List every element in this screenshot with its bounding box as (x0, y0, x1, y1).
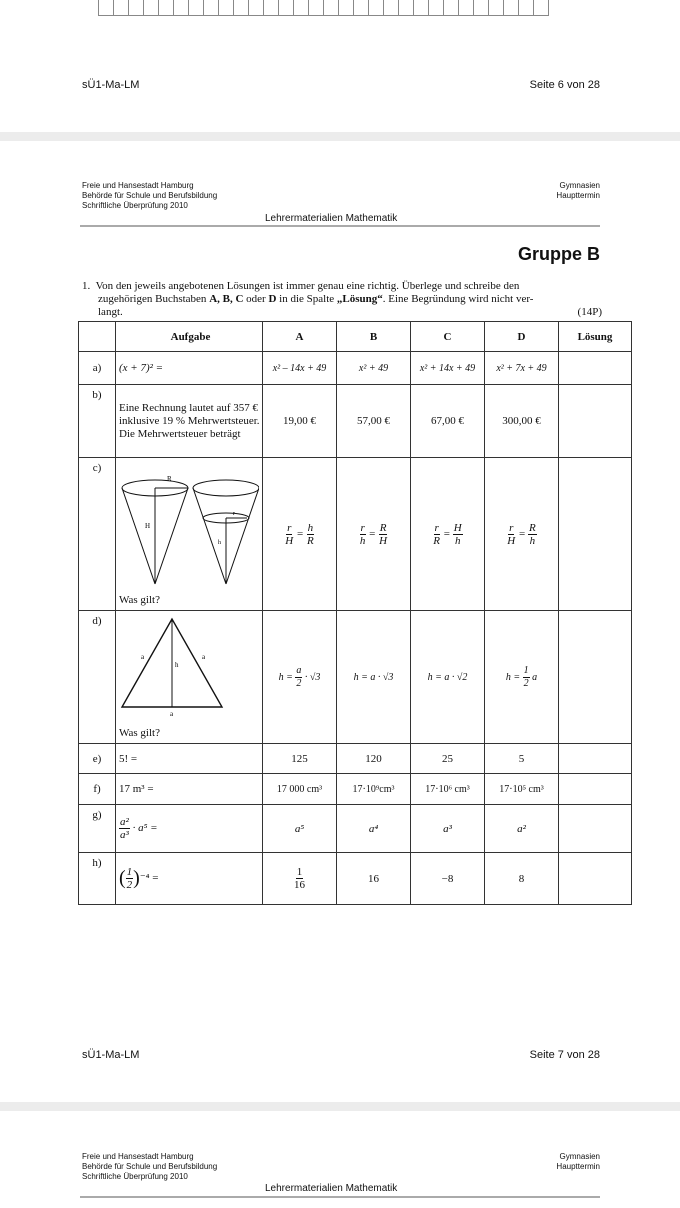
row-label: b) (79, 385, 116, 458)
option-a: a⁵ (263, 805, 337, 853)
option-b: $\frac{r}{h}$ = $\frac{R}{H}$ (337, 458, 411, 611)
row-label: e) (79, 744, 116, 774)
label-a-right: a (202, 653, 206, 661)
label-R: R (167, 475, 172, 483)
row-label: d) (79, 611, 116, 744)
page-separator (0, 1102, 680, 1111)
was-gilt-label: Was gilt? (119, 594, 160, 606)
label-a-left: a (141, 653, 145, 661)
option-c: x² + 14x + 49 (411, 352, 485, 385)
task-cell: 17 m³ = (116, 774, 263, 805)
table-row (79, 352, 632, 385)
table-row (79, 853, 632, 905)
label-h: h (175, 661, 179, 669)
row-label: c) (79, 458, 116, 611)
solution-cell[interactable] (559, 352, 632, 385)
frac: $\frac{h}{R}$ (306, 521, 314, 547)
option-b: h = a · √3 (337, 611, 411, 744)
option-a (263, 853, 337, 905)
was-gilt-label: Was gilt? (119, 727, 160, 739)
option-d: 5 (485, 744, 559, 774)
option-b: x² + 49 (337, 352, 411, 385)
task-number: 1. (82, 280, 91, 292)
table-row (79, 385, 632, 458)
row-label: h) (79, 853, 116, 905)
page-footer-right: Seite 7 von 28 (529, 1049, 600, 1061)
header-c: C (411, 322, 485, 352)
frac: $\frac{R}{h}$ (528, 521, 536, 547)
task-cell (116, 611, 263, 744)
row-label: g) (79, 805, 116, 853)
table-row (79, 744, 632, 774)
frac: $\frac{r}{H}$ (285, 521, 294, 547)
table-row (79, 611, 632, 744)
task-cell: (x + 7)² = (116, 352, 263, 385)
page-header-right: Gymnasien Haupttermin (556, 181, 600, 200)
frac: $\frac{\text{a²}}{\text{a³}}$ (120, 816, 129, 841)
frac: $\frac{r}{h}$ (359, 521, 366, 547)
label-a-bottom: a (170, 710, 174, 717)
option-d: a² (485, 805, 559, 853)
task-cell (116, 458, 263, 611)
option-b: 17·10⁹cm³ (337, 774, 411, 805)
frac: $\frac{1}{2}$ (126, 866, 133, 891)
table-header-row (79, 322, 632, 352)
option-a: 17 000 cm³ (263, 774, 337, 805)
solution-cell[interactable] (559, 853, 632, 905)
frac: $\frac{1}{16}$ (294, 866, 305, 891)
option-c: 67,00 € (411, 385, 485, 458)
option-d: 300,00 € (485, 385, 559, 458)
solution-cell[interactable] (559, 805, 632, 853)
task-line-3: langt. (14P) (98, 306, 602, 318)
header-empty (79, 322, 116, 352)
option-a: $\frac{r}{H}$ = $\frac{h}{R}$ (263, 458, 337, 611)
header-rule (80, 1196, 600, 1198)
page-footer-right: Seite 6 von 28 (529, 79, 600, 91)
page-header-center: Lehrermaterialien Mathematik (265, 1183, 398, 1194)
frac: $\frac{r}{H}$ (507, 521, 516, 547)
page-separator (0, 132, 680, 141)
option-b: a⁴ (337, 805, 411, 853)
header-aufgabe: Aufgabe (116, 322, 263, 352)
option-d: 8 (485, 853, 559, 905)
task-line-1: Von den jeweils angebotenen Lösungen ist immer genau eine richtig. Überlege und schreibe den (95, 280, 520, 292)
row-label: f) (79, 774, 116, 805)
answer-grid-cells (98, 0, 548, 17)
points-label: (14P) (577, 306, 602, 318)
triangle-figure (119, 617, 259, 717)
row-label: a) (79, 352, 116, 385)
group-title: Gruppe B (517, 244, 600, 264)
cones-figure (119, 466, 259, 594)
frac: $\frac{a}{2}$ (296, 664, 302, 689)
page-header-center: Lehrermaterialien Mathematik (265, 213, 398, 224)
page-footer-left: sÜ1-Ma-LM (82, 79, 140, 91)
task-line-2: zugehörigen Buchstaben A, B, C oder D in die Spalte „Lösung“. Eine Begründung wird nicht ver- (98, 293, 534, 305)
header-a: A (263, 322, 337, 352)
option-c: −8 (411, 853, 485, 905)
option-a: h = $\frac{a}{2}$ · √3 (263, 611, 337, 744)
option-d: $\frac{r}{H}$ = $\frac{R}{h}$ (485, 458, 559, 611)
task-cell: 5! = (116, 744, 263, 774)
option-a: 125 (263, 744, 337, 774)
page-header-left: Freie und Hansestadt Hamburg Behörde für Schule und Berufsbildung Schriftliche Überprüfung 2010 (82, 181, 218, 210)
option-d: 17·10⁵ cm³ (485, 774, 559, 805)
page-header-left: Freie und Hansestadt Hamburg Behörde für Schule und Berufsbildung Schriftliche Überprüfung 2010 (82, 1152, 218, 1181)
header-rule (80, 225, 600, 227)
option-b: 120 (337, 744, 411, 774)
frac: $\frac{R}{H}$ (379, 521, 388, 547)
option-d: h = $\frac{1}{2}$ a (485, 611, 559, 744)
option-b: 16 (337, 853, 411, 905)
table-row (79, 774, 632, 805)
solution-cell[interactable] (559, 611, 632, 744)
label-h: h (218, 540, 221, 546)
solution-cell[interactable] (559, 744, 632, 774)
answer-table (78, 321, 632, 905)
solution-cell[interactable] (559, 458, 632, 611)
task-cell: $\frac{\text{a²}}{\text{a³}}$ · a⁵ = (116, 805, 263, 853)
table-row (79, 805, 632, 853)
header-loesung: Lösung (559, 322, 632, 352)
frac: $\frac{r}{R}$ (433, 521, 441, 547)
header-d: D (485, 322, 559, 352)
label-r: r (233, 511, 235, 517)
task-cell: Eine Rechnung lautet auf 357 € inklusive 19 % Mehrwertsteuer. Die Mehrwertsteuer beträgt (116, 385, 263, 458)
option-c: a³ (411, 805, 485, 853)
option-c: 17·10⁶ cm³ (411, 774, 485, 805)
page-header-right: Gymnasien Haupttermin (556, 1152, 600, 1171)
solution-cell[interactable] (559, 774, 632, 805)
label-H: H (145, 522, 151, 530)
option-c: $\frac{r}{R}$ = $\frac{H}{h}$ (411, 458, 485, 611)
table-row (79, 458, 632, 611)
task-instructions (82, 280, 602, 319)
task-cell: ( $\frac{1}{2}$ )⁻⁴ = (116, 853, 263, 905)
option-c: h = a · √2 (411, 611, 485, 744)
option-c: 25 (411, 744, 485, 774)
option-a: 19,00 € (263, 385, 337, 458)
frac: $\frac{H}{h}$ (453, 521, 462, 547)
option-a: x² – 14x + 49 (263, 352, 337, 385)
page-footer-left: sÜ1-Ma-LM (82, 1049, 140, 1061)
solution-cell[interactable] (559, 385, 632, 458)
option-b: 57,00 € (337, 385, 411, 458)
option-d: x² + 7x + 49 (485, 352, 559, 385)
header-b: B (337, 322, 411, 352)
frac: $\frac{1}{2}$ (523, 664, 529, 689)
